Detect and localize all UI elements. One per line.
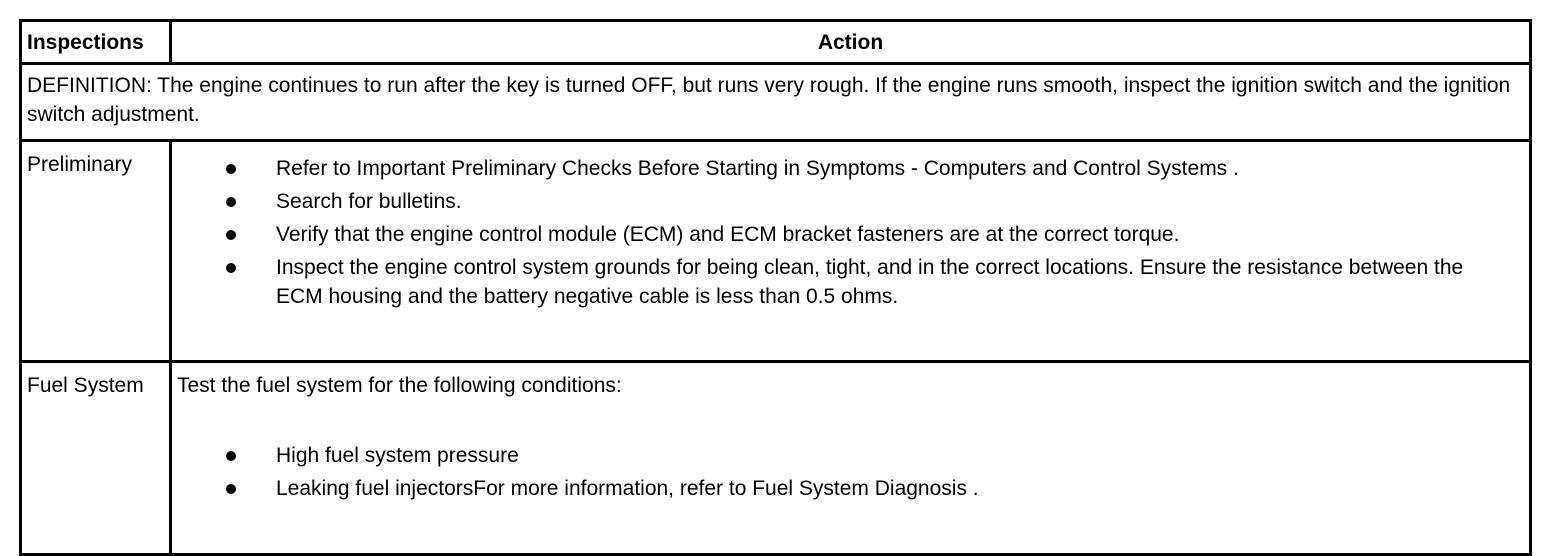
fuel-intro-text: Test the fuel system for the following conditions: bbox=[177, 374, 622, 397]
diagnostic-table bbox=[19, 19, 1532, 556]
preliminary-bullet-list bbox=[172, 142, 1529, 311]
table-row bbox=[21, 362, 1531, 555]
inspection-fuel-system: Fuel System bbox=[21, 362, 171, 555]
bullet-icon bbox=[226, 484, 236, 494]
bullet-text: Inspect the engine control system grounds for being clean, tight, and in the correct locations. Ensure the resistance between the ECM housing and the battery negative cable is less than 0.5 ohms. bbox=[276, 256, 1464, 308]
header-inspections: Inspections bbox=[21, 21, 171, 64]
header-row bbox=[21, 21, 1531, 64]
list-item bbox=[172, 220, 1529, 249]
bullet-text: Refer to Important Preliminary Checks Before Starting in Symptoms - Computers and Control Systems . bbox=[276, 157, 1239, 180]
action-fuel-system bbox=[171, 362, 1531, 555]
bullet-icon bbox=[226, 263, 236, 273]
action-preliminary bbox=[171, 141, 1531, 362]
bullet-text: Leaking fuel injectorsFor more information, refer to Fuel System Diagnosis . bbox=[276, 477, 979, 500]
bullet-text: High fuel system pressure bbox=[276, 444, 519, 467]
table-row bbox=[21, 141, 1531, 362]
bullet-icon bbox=[226, 164, 236, 174]
bullet-icon bbox=[226, 451, 236, 461]
fuel-bullet-list bbox=[172, 431, 1529, 503]
bullet-icon bbox=[226, 230, 236, 240]
definition-text: DEFINITION: The engine continues to run after the key is turned OFF, but runs very rough. If the engine runs smooth, inspect the ignition switch and the ignition switch adjustment. bbox=[21, 64, 1531, 141]
header-action: Action bbox=[171, 21, 1531, 64]
list-item bbox=[172, 253, 1529, 311]
list-item bbox=[172, 441, 1529, 470]
bullet-text: Search for bulletins. bbox=[276, 190, 462, 213]
bullet-icon bbox=[226, 197, 236, 207]
inspection-preliminary: Preliminary bbox=[21, 141, 171, 362]
list-item bbox=[172, 187, 1529, 216]
definition-row bbox=[21, 64, 1531, 141]
list-item bbox=[172, 474, 1529, 503]
list-item bbox=[172, 154, 1529, 183]
bullet-text: Verify that the engine control module (ECM) and ECM bracket fasteners are at the correct torque. bbox=[276, 223, 1180, 246]
